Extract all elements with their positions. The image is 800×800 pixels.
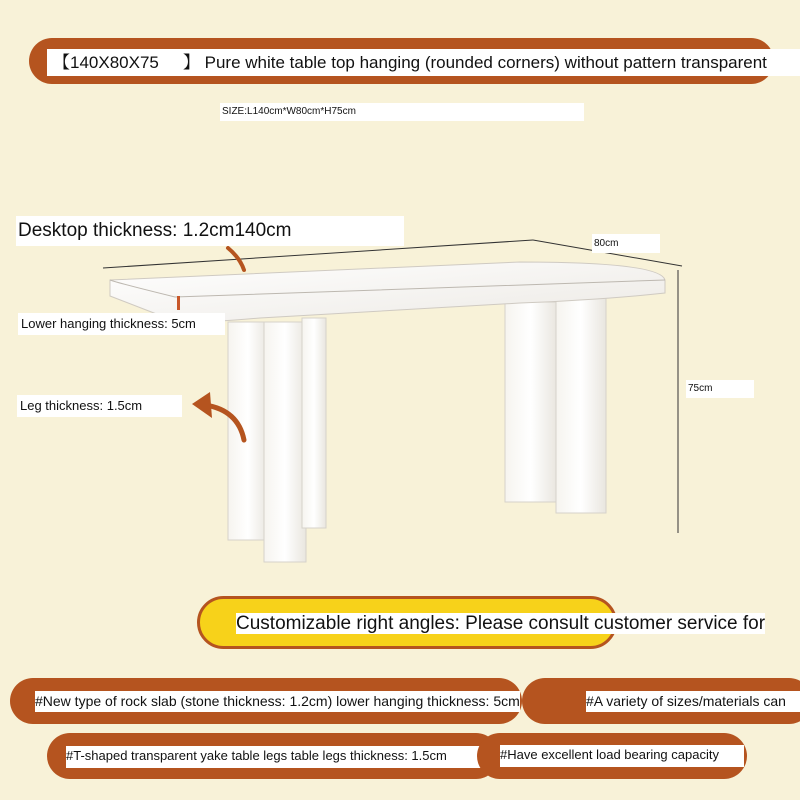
feature-text-3: #T-shaped transparent yake table legs table legs thickness: 1.5cm [66, 746, 498, 768]
desktop-thickness-label: Desktop thickness: 1.2cm140cm [16, 216, 404, 246]
thickness-marker [177, 296, 180, 310]
customizable-text [236, 611, 800, 637]
front-leg-right [302, 318, 326, 528]
feature-text-1: #New type of rock slab (stone thickness: 1.2cm) lower hanging thickness: 5cm [35, 691, 520, 712]
lower-hanging-label: Lower hanging thickness: 5cm [18, 313, 225, 335]
height-label: 75cm [686, 380, 754, 398]
back-leg-right [556, 295, 606, 513]
feature-text-2: #A variety of sizes/materials can [586, 691, 800, 712]
feature-text-4: #Have excellent load bearing capacity [500, 745, 744, 767]
width-label: 80cm [592, 234, 660, 253]
title-description: Pure white table top hanging (rounded corners) without pattern transparent [204, 53, 767, 72]
back-leg-left [505, 302, 557, 502]
arrow-head-icon [192, 392, 212, 418]
size-code: 【140X80X75 [53, 53, 159, 72]
front-leg-left [228, 322, 268, 540]
front-leg-center [264, 322, 306, 562]
customizable-label: Customizable right angles: Please consult customer service for [236, 613, 766, 634]
leg-thickness-label: Leg thickness: 1.5cm [17, 395, 182, 417]
size-line: SIZE:L140cm*W80cm*H75cm [220, 103, 584, 121]
bracket-close: 】 [182, 53, 200, 72]
